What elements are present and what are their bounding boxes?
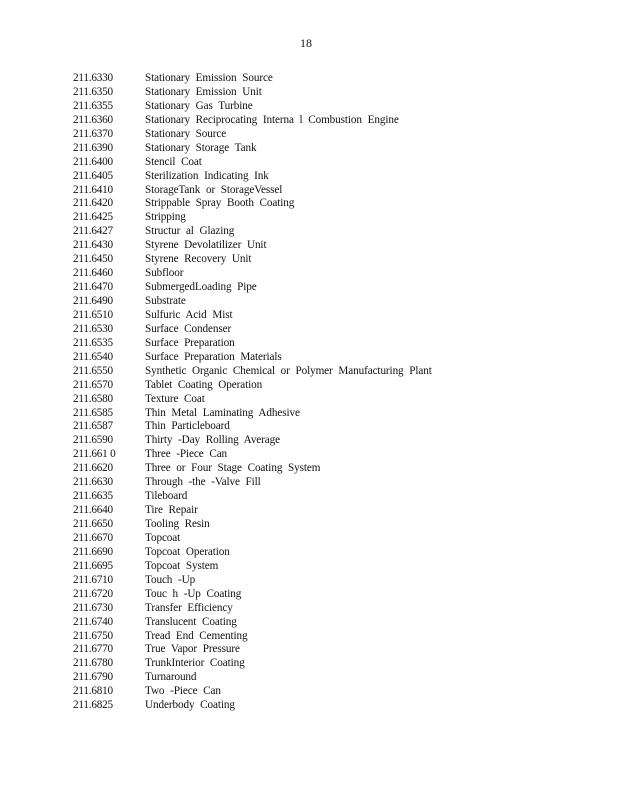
definition-entry bbox=[73, 643, 432, 657]
definition-entry bbox=[73, 602, 432, 616]
defined-term: Tileboard bbox=[145, 490, 188, 503]
defined-term: Through -the -Valve Fill bbox=[145, 476, 261, 489]
definition-entry bbox=[73, 518, 432, 532]
definition-entry bbox=[73, 267, 432, 281]
section-code: 211.6630 bbox=[73, 476, 113, 489]
section-code: 211.6355 bbox=[73, 99, 113, 112]
definition-entry bbox=[73, 128, 432, 142]
definition-entry bbox=[73, 657, 432, 671]
defined-term: Surface Condenser bbox=[145, 322, 232, 335]
defined-term: Three or Four Stage Coating System bbox=[145, 462, 321, 475]
definition-entry bbox=[73, 142, 432, 156]
defined-term: Touc h -Up Coating bbox=[145, 587, 242, 600]
definition-entry bbox=[73, 532, 432, 546]
definition-entry bbox=[73, 476, 432, 490]
section-code: 211.6695 bbox=[73, 559, 113, 572]
definition-entry bbox=[73, 448, 432, 462]
defined-term: Subfloor bbox=[145, 267, 184, 280]
definition-entry bbox=[73, 588, 432, 602]
definition-entry bbox=[73, 225, 432, 239]
section-code: 211.6810 bbox=[73, 685, 113, 698]
section-code: 211.6690 bbox=[73, 545, 113, 558]
section-code: 211.6825 bbox=[73, 699, 113, 712]
definition-entry bbox=[73, 393, 432, 407]
section-code: 211.6640 bbox=[73, 504, 113, 517]
section-code: 211.6570 bbox=[73, 378, 113, 391]
defined-term: Thirty -Day Rolling Average bbox=[145, 434, 281, 447]
defined-term: Tablet Coating Operation bbox=[145, 378, 263, 391]
section-code: 211.6590 bbox=[73, 434, 113, 447]
defined-term: Transfer Efficiency bbox=[145, 601, 233, 614]
defined-term: StorageTank or StorageVessel bbox=[145, 183, 283, 196]
section-code: 211.6535 bbox=[73, 336, 113, 349]
defined-term: True Vapor Pressure bbox=[145, 643, 240, 656]
defined-term: Strippable Spray Booth Coating bbox=[145, 197, 295, 210]
section-code: 211.661 0 bbox=[73, 448, 116, 461]
defined-term: Two -Piece Can bbox=[145, 685, 221, 698]
section-code: 211.6720 bbox=[73, 587, 113, 600]
section-code: 211.6350 bbox=[73, 85, 113, 98]
defined-term: Styrene Recovery Unit bbox=[145, 253, 252, 266]
section-code: 211.6580 bbox=[73, 392, 113, 405]
definition-entry bbox=[73, 295, 432, 309]
defined-term: Underbody Coating bbox=[145, 699, 235, 712]
section-code: 211.6670 bbox=[73, 531, 113, 544]
section-code: 211.6740 bbox=[73, 615, 113, 628]
definition-entry bbox=[73, 630, 432, 644]
defined-term: Stationary Gas Turbine bbox=[145, 99, 253, 112]
defined-term: Stripping bbox=[145, 211, 186, 224]
definition-entry bbox=[73, 616, 432, 630]
section-code: 211.6540 bbox=[73, 350, 113, 363]
defined-term: Topcoat System bbox=[145, 559, 219, 572]
defined-term: Stationary Storage Tank bbox=[145, 141, 257, 154]
section-code: 211.6430 bbox=[73, 239, 113, 252]
section-code: 211.6770 bbox=[73, 643, 113, 656]
section-code: 211.6425 bbox=[73, 211, 113, 224]
defined-term: Styrene Devolatilizer Unit bbox=[145, 239, 267, 252]
definition-entry bbox=[73, 685, 432, 699]
definition-entry bbox=[73, 114, 432, 128]
definition-entry bbox=[73, 184, 432, 198]
definition-entry bbox=[73, 365, 432, 379]
defined-term: Stationary Emission Unit bbox=[145, 85, 262, 98]
definition-entry bbox=[73, 379, 432, 393]
definition-entry bbox=[73, 170, 432, 184]
section-code: 211.6585 bbox=[73, 406, 113, 419]
defined-term: SubmergedLoading Pipe bbox=[145, 281, 257, 294]
definition-entry bbox=[73, 156, 432, 170]
defined-term: Topcoat Operation bbox=[145, 545, 230, 558]
definition-entry bbox=[73, 253, 432, 267]
definition-entry bbox=[73, 86, 432, 100]
section-code: 211.6710 bbox=[73, 573, 113, 586]
defined-term: Three -Piece Can bbox=[145, 448, 228, 461]
defined-term: Sterilization Indicating Ink bbox=[145, 169, 269, 182]
section-code: 211.6450 bbox=[73, 253, 113, 266]
section-code: 211.6490 bbox=[73, 295, 113, 307]
defined-term: Turnaround bbox=[145, 671, 197, 684]
defined-term: Structur al Glazing bbox=[145, 225, 235, 238]
section-code: 211.6750 bbox=[73, 629, 113, 642]
definition-entry bbox=[73, 504, 432, 518]
definition-entry bbox=[73, 462, 432, 476]
definition-entry bbox=[73, 434, 432, 448]
defined-term: Synthetic Organic Chemical or Polymer Manufacturing Plant bbox=[145, 364, 432, 377]
defined-term: Stencil Coat bbox=[145, 155, 202, 168]
defined-term: Tire Repair bbox=[145, 504, 198, 517]
definition-entry bbox=[73, 420, 432, 434]
defined-term: Topcoat bbox=[145, 531, 181, 544]
defined-term: Touch -Up bbox=[145, 573, 196, 586]
section-code: 211.6620 bbox=[73, 462, 113, 475]
definition-entry bbox=[73, 671, 432, 685]
defined-term: Surface Preparation Materials bbox=[145, 350, 282, 363]
defined-term: Tooling Resin bbox=[145, 518, 210, 530]
section-code: 211.6510 bbox=[73, 308, 113, 321]
definition-entry bbox=[73, 574, 432, 588]
section-code: 211.6635 bbox=[73, 490, 113, 503]
defined-term: Stationary Source bbox=[145, 127, 227, 140]
definition-entry bbox=[73, 337, 432, 351]
section-code: 211.6330 bbox=[73, 72, 113, 84]
section-code: 211.6427 bbox=[73, 225, 113, 238]
definition-entry bbox=[73, 490, 432, 504]
section-code: 211.6530 bbox=[73, 322, 113, 335]
definition-entry bbox=[73, 546, 432, 560]
defined-term: Translucent Coating bbox=[145, 615, 237, 628]
section-code: 211.6730 bbox=[73, 601, 113, 614]
definition-entry bbox=[73, 323, 432, 337]
definition-entry bbox=[73, 211, 432, 225]
page-number: 18 bbox=[300, 36, 312, 50]
section-code: 211.6405 bbox=[73, 169, 113, 182]
defined-term: Texture Coat bbox=[145, 392, 205, 405]
defined-term: Thin Metal Laminating Adhesive bbox=[145, 406, 300, 419]
definition-entry bbox=[73, 100, 432, 114]
section-code: 211.6400 bbox=[73, 155, 113, 168]
section-code: 211.6370 bbox=[73, 127, 113, 140]
definition-entry bbox=[73, 309, 432, 323]
definition-entry bbox=[73, 281, 432, 295]
defined-term: Substrate bbox=[145, 295, 186, 307]
definition-entry bbox=[73, 197, 432, 211]
definition-entry bbox=[73, 239, 432, 253]
section-code: 211.6420 bbox=[73, 197, 113, 210]
definition-entry bbox=[73, 407, 432, 421]
section-code: 211.6650 bbox=[73, 518, 113, 530]
defined-term: Thin Particleboard bbox=[145, 420, 230, 433]
section-code: 211.6470 bbox=[73, 281, 113, 294]
defined-term: Stationary Emission Source bbox=[145, 72, 273, 84]
defined-term: Stationary Reciprocating Interna l Combustion Engine bbox=[145, 113, 399, 126]
section-code: 211.6587 bbox=[73, 420, 113, 433]
definition-entry bbox=[73, 560, 432, 574]
definition-entry bbox=[73, 351, 432, 365]
section-code: 211.6390 bbox=[73, 141, 113, 154]
defined-term: Sulfuric Acid Mist bbox=[145, 308, 233, 321]
section-code: 211.6460 bbox=[73, 267, 113, 280]
defined-term: Surface Preparation bbox=[145, 336, 235, 349]
section-code: 211.6550 bbox=[73, 364, 113, 377]
section-code: 211.6360 bbox=[73, 113, 113, 126]
defined-term: TrunkInterior Coating bbox=[145, 657, 245, 670]
section-code: 211.6410 bbox=[73, 183, 113, 196]
section-code: 211.6780 bbox=[73, 657, 113, 670]
definitions-list bbox=[73, 72, 432, 713]
defined-term: Tread End Cementing bbox=[145, 629, 248, 642]
section-code: 211.6790 bbox=[73, 671, 113, 684]
definition-entry bbox=[73, 699, 432, 713]
definition-entry bbox=[73, 72, 432, 86]
